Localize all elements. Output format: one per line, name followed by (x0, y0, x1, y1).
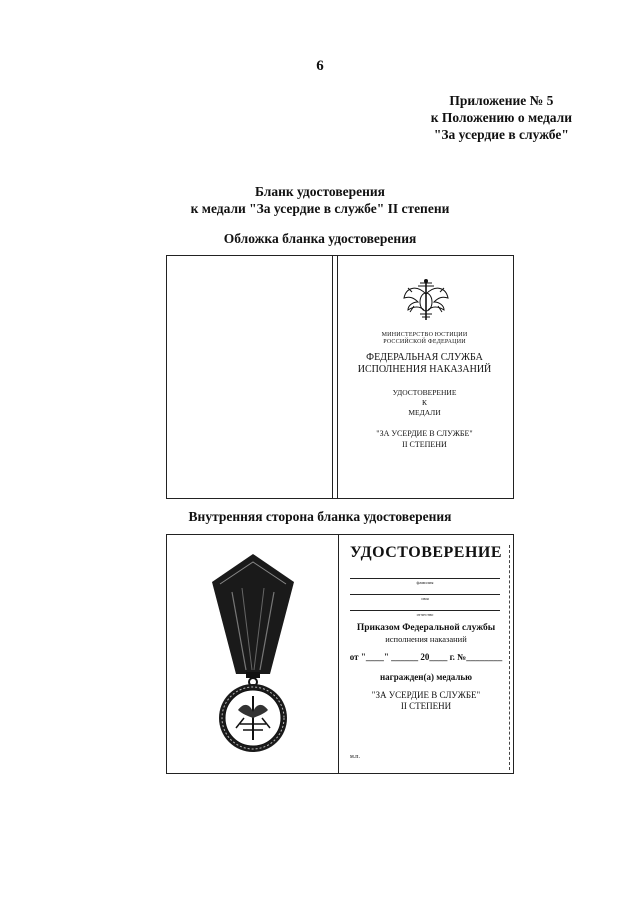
cover-medal-line-1: "ЗА УСЕРДИЕ В СЛУЖБЕ" (376, 429, 473, 438)
form-title-line-2: к медали "За усердие в службе" II степени (190, 201, 450, 216)
order-date-line: от "____" ______ 20____ г. №________ (349, 652, 503, 662)
patronymic-line (350, 610, 500, 611)
cover-cert-line-1: УДОСТОВЕРЕНИЕ (392, 388, 457, 397)
inner-heading: Внутренняя сторона бланка удостоверения (188, 509, 452, 524)
inner-medal-line-2: II СТЕПЕНИ (400, 701, 452, 711)
appendix-line-2: к Положению о медали (430, 110, 572, 125)
cover-ministry-line-1: МИНИСТЕРСТВО ЮСТИЦИИ (381, 332, 468, 338)
form-title-line-1: Бланк удостоверения (255, 184, 385, 199)
order-line-1: Приказом Федеральной службы (356, 623, 496, 633)
surname-label: фамилия (416, 580, 434, 585)
cover-cert-line-2: К (421, 398, 427, 407)
patronymic-label: отчество (416, 612, 434, 617)
appendix-line-1: Приложение № 5 (449, 93, 554, 108)
cover-service-line-1: ФЕДЕРАЛЬНАЯ СЛУЖБА (366, 352, 483, 363)
form-title (0, 183, 640, 217)
cover-service (337, 352, 512, 376)
cover-fold-line-2 (337, 255, 338, 498)
cover-ministry-line-2: РОССИЙСКОЙ ФЕДЕРАЦИИ (383, 339, 466, 345)
cover-certificate (337, 388, 512, 418)
cover-medal-name (337, 428, 512, 450)
name-label: имя (421, 596, 429, 601)
inner-title: УДОСТОВЕРЕНИЕ (349, 544, 503, 561)
cover-cert-line-3: МЕДАЛИ (408, 408, 441, 417)
cover-ministry (337, 332, 512, 346)
emblem-icon (400, 276, 452, 324)
cover-heading: Обложка бланка удостоверения (223, 231, 417, 246)
inner-medal-name (344, 690, 508, 712)
awarded-text: награжден(а) медалью (379, 672, 473, 682)
order-line-2: исполнения наказаний (385, 634, 467, 644)
cover-medal-line-2: II СТЕПЕНИ (402, 440, 447, 449)
order-text (344, 623, 508, 645)
page-number: 6 (316, 58, 324, 74)
inner-fold-line (338, 534, 339, 773)
medal-icon (198, 552, 308, 756)
appendix-line-3: "За усердие в службе" (433, 127, 569, 142)
appendix-header (431, 92, 572, 143)
cover-panel (166, 255, 514, 499)
inner-medal-line-1: "ЗА УСЕРДИЕ В СЛУЖБЕ" (371, 690, 481, 700)
cover-fold-line (332, 255, 333, 498)
cover-service-line-2: ИСПОЛНЕНИЯ НАКАЗАНИЙ (357, 364, 492, 375)
surname-line (350, 578, 500, 579)
name-line (350, 594, 500, 595)
inner-edge-dash (509, 545, 510, 770)
stamp-placeholder: м.п. (350, 754, 361, 760)
